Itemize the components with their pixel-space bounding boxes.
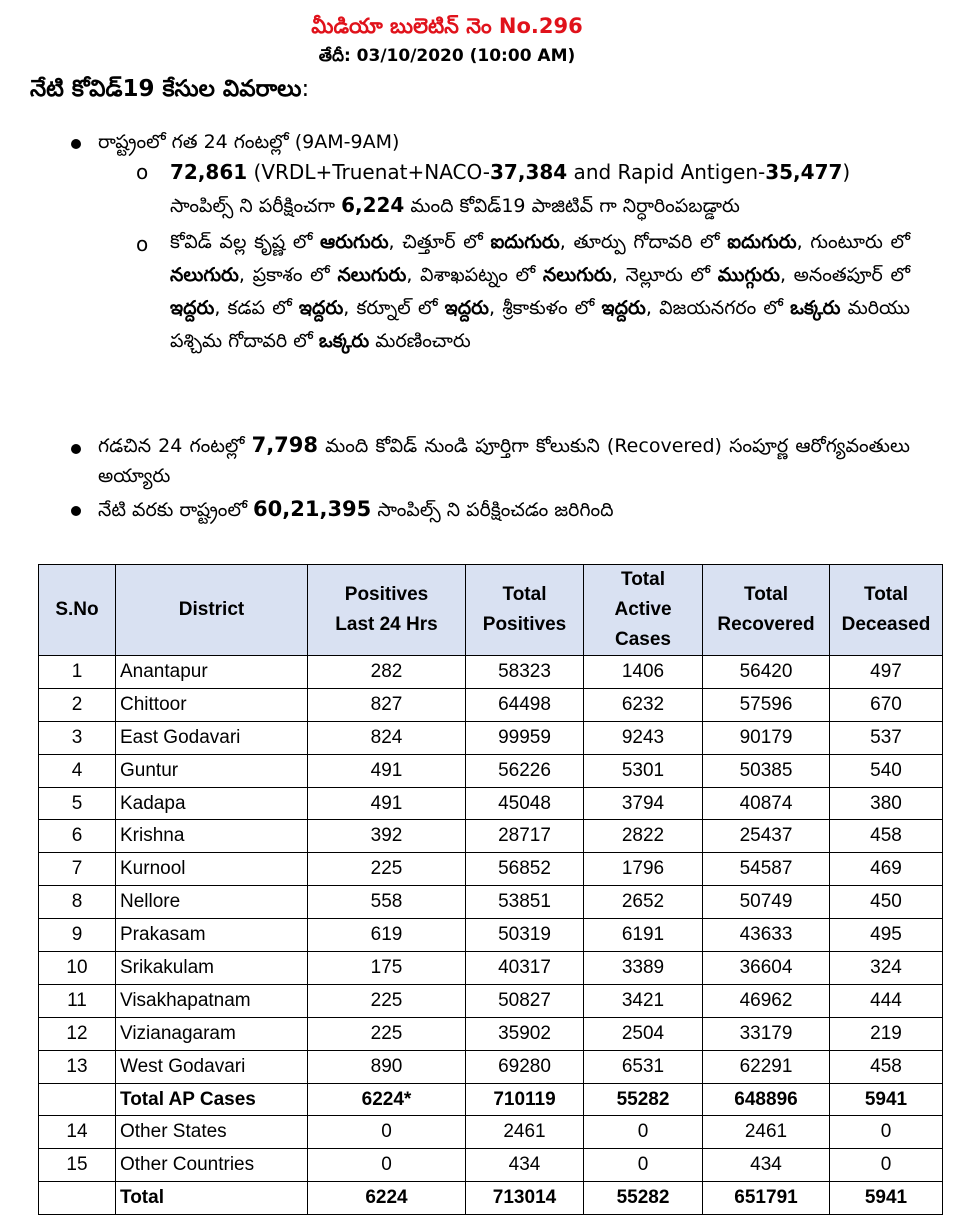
cell-district: Visakhapatnam	[116, 984, 308, 1017]
table-body	[39, 656, 943, 1215]
cell-total-deceased: 324	[830, 952, 943, 985]
cell-positives-24h: 225	[308, 853, 466, 886]
cell-positives-24h: 392	[308, 820, 466, 853]
header-line: Positives	[482, 614, 567, 635]
deaths-count: నలుగురు	[542, 264, 612, 286]
cell-sno: 8	[39, 886, 116, 919]
cell-total-positives: 99959	[466, 721, 584, 754]
header-district: District	[116, 565, 308, 656]
cell-district: Guntur	[116, 754, 308, 787]
cell-positives-24h: 225	[308, 1017, 466, 1050]
cell-sno: 11	[39, 984, 116, 1017]
positives-value: 6,224	[341, 193, 405, 217]
cell-district: Total AP Cases	[116, 1083, 308, 1116]
deaths-count: నలుగురు	[337, 264, 407, 286]
cell-active-cases: 6191	[584, 919, 703, 952]
header-positives-24h	[308, 565, 466, 656]
cell-total-positives: 58323	[466, 656, 584, 689]
header-line: Last 24 Hrs	[335, 614, 438, 635]
deaths-text: కోవిడ్ వల్ల కృష్ణ లో	[170, 231, 321, 253]
cell-total-positives: 710119	[466, 1083, 584, 1116]
cell-positives-24h: 491	[308, 787, 466, 820]
table-row	[39, 656, 943, 689]
cell-sno: 12	[39, 1017, 116, 1050]
bullet-dot	[71, 506, 81, 516]
cell-total-deceased: 0	[830, 1149, 943, 1182]
cell-total-deceased: 540	[830, 754, 943, 787]
cell-active-cases: 6531	[584, 1050, 703, 1083]
cell-total-deceased: 670	[830, 688, 943, 721]
cell-total-deceased: 469	[830, 853, 943, 886]
cell-sno: 6	[39, 820, 116, 853]
cell-sno: 15	[39, 1149, 116, 1182]
bullet-dot	[71, 139, 81, 149]
samples-value: 60,21,395	[253, 497, 372, 521]
cell-total-recovered: 43633	[703, 919, 830, 952]
table-row	[39, 984, 943, 1017]
header-sno: S.No	[39, 565, 116, 656]
cell-active-cases: 55282	[584, 1083, 703, 1116]
cell-total-deceased: 5941	[830, 1182, 943, 1215]
cell-total-deceased: 380	[830, 787, 943, 820]
cell-active-cases: 1406	[584, 656, 703, 689]
recovered-value: 7,798	[251, 433, 319, 457]
cell-total-positives: 50319	[466, 919, 584, 952]
table-row	[39, 1149, 943, 1182]
cell-active-cases: 3794	[584, 787, 703, 820]
cell-total-recovered: 57596	[703, 688, 830, 721]
header-line: Positives	[344, 584, 429, 605]
cell-active-cases: 0	[584, 1116, 703, 1149]
cell-positives-24h: 491	[308, 754, 466, 787]
deaths-text: , తూర్పు గోదావరి లో	[559, 231, 728, 253]
deaths-text: మరణించారు	[369, 330, 471, 352]
cell-district: Kurnool	[116, 853, 308, 886]
deaths-text: , ప్రకాశం లో	[238, 264, 338, 286]
table-row	[39, 1116, 943, 1149]
samples-text: నేటి వరకు రాష్ట్రంలో	[98, 499, 254, 521]
deaths-count: ఐదుగురు	[727, 231, 797, 253]
cell-total-positives: 40317	[466, 952, 584, 985]
cell-total-positives: 35902	[466, 1017, 584, 1050]
recovered-text: గడచిన 24 గంటల్లో	[98, 435, 252, 457]
header-line: Total	[864, 584, 908, 605]
table-row	[39, 853, 943, 886]
cell-district: East Godavari	[116, 721, 308, 754]
deaths-count: ముగ్గురు	[717, 264, 780, 286]
cell-total-recovered: 25437	[703, 820, 830, 853]
table-row	[39, 1083, 943, 1116]
bullet-dot	[71, 444, 81, 454]
cell-positives-24h: 6224	[308, 1182, 466, 1215]
cell-total-recovered: 54587	[703, 853, 830, 886]
cell-total-deceased: 537	[830, 721, 943, 754]
cell-total-positives: 45048	[466, 787, 584, 820]
circle-bullet-icon: o	[136, 160, 149, 184]
cell-active-cases: 6232	[584, 688, 703, 721]
cell-total-deceased: 5941	[830, 1083, 943, 1116]
cell-sno: 14	[39, 1116, 116, 1149]
cell-total-deceased: 495	[830, 919, 943, 952]
cell-district: Other Countries	[116, 1149, 308, 1182]
rapid-value: 35,477	[765, 160, 843, 184]
cell-total-positives: 28717	[466, 820, 584, 853]
cell-total-recovered: 33179	[703, 1017, 830, 1050]
circle-bullet-icon: o	[136, 232, 149, 256]
cell-total-positives: 50827	[466, 984, 584, 1017]
cell-total-positives: 53851	[466, 886, 584, 919]
deaths-count: ఇద్దరు	[601, 297, 646, 319]
cell-total-deceased: 444	[830, 984, 943, 1017]
cell-positives-24h: 175	[308, 952, 466, 985]
cell-active-cases: 2652	[584, 886, 703, 919]
district-cases-table	[38, 564, 943, 1215]
cell-total-recovered: 50749	[703, 886, 830, 919]
cell-positives-24h: 619	[308, 919, 466, 952]
cell-total-recovered: 434	[703, 1149, 830, 1182]
table-row	[39, 886, 943, 919]
table-row	[39, 1017, 943, 1050]
cell-positives-24h: 0	[308, 1116, 466, 1149]
deaths-text: మరియు పశ్చిమ గోదావరి లో	[170, 297, 911, 352]
deaths-count: నలుగురు	[170, 264, 239, 286]
cell-total-recovered: 90179	[703, 721, 830, 754]
cell-positives-24h: 0	[308, 1149, 466, 1182]
deaths-count: ఒక్కరు	[790, 297, 841, 319]
cell-total-deceased: 0	[830, 1116, 943, 1149]
deaths-count: ఒక్కరు	[318, 330, 370, 352]
cell-district: Srikakulam	[116, 952, 308, 985]
cell-active-cases: 2504	[584, 1017, 703, 1050]
total-samples-value: 72,861	[170, 160, 248, 184]
cell-district: Prakasam	[116, 919, 308, 952]
cell-total-positives: 56852	[466, 853, 584, 886]
cell-sno: 3	[39, 721, 116, 754]
cell-sno: 13	[39, 1050, 116, 1083]
deaths-count: ఐదుగురు	[490, 231, 560, 253]
cell-total-recovered: 46962	[703, 984, 830, 1017]
table-row	[39, 952, 943, 985]
cell-total-recovered: 40874	[703, 787, 830, 820]
header-total-deceased	[830, 565, 943, 656]
table-row	[39, 919, 943, 952]
cell-active-cases: 0	[584, 1149, 703, 1182]
cell-active-cases: 3389	[584, 952, 703, 985]
heading-colon: :	[301, 76, 310, 102]
cell-active-cases: 3421	[584, 984, 703, 1017]
cell-positives-24h: 558	[308, 886, 466, 919]
deaths-text: , కడప లో	[214, 297, 299, 319]
table-row	[39, 754, 943, 787]
cell-total-positives: 713014	[466, 1182, 584, 1215]
cell-district: West Godavari	[116, 1050, 308, 1083]
cell-district: Chittoor	[116, 688, 308, 721]
deaths-text: , కర్నూల్ లో	[343, 297, 445, 319]
cell-positives-24h: 6224*	[308, 1083, 466, 1116]
cell-sno: 9	[39, 919, 116, 952]
vrdl-label: (VRDL+Truenat+NACO-	[253, 160, 491, 184]
cell-total-deceased: 458	[830, 820, 943, 853]
recovered-text: మంది కోవిడ్ నుండి పూర్తిగా కోలుకుని (Recovered) సంపూర్ణ ఆరోగ్యవంతులు అయ్యారు	[98, 435, 910, 487]
cell-total-deceased: 458	[830, 1050, 943, 1083]
cell-sno	[39, 1182, 116, 1215]
heading-text: నేటి కోవిడ్19 కేసుల వివరాలు	[30, 76, 302, 102]
close-paren: )	[842, 160, 851, 184]
header-line: Total	[621, 569, 665, 590]
cell-sno	[39, 1083, 116, 1116]
deaths-text: , గుంటూరు లో	[796, 231, 911, 253]
cell-total-deceased: 497	[830, 656, 943, 689]
cell-positives-24h: 827	[308, 688, 466, 721]
table-row	[39, 787, 943, 820]
date-value: : 03/10/2020 (10:00 AM)	[343, 46, 576, 66]
samples-line2-a: సాంపిల్స్ ని పరీక్షించగా	[170, 195, 342, 217]
deaths-text: , చిత్తూర్ లో	[388, 231, 491, 253]
deaths-text: , అనంతపూర్ లో	[779, 264, 910, 286]
cell-positives-24h: 282	[308, 656, 466, 689]
bullet-24hr-tests: రాష్ట్రంలో గత 24 గంటల్లో (9AM-9AM)	[98, 131, 400, 153]
header-line: Deceased	[841, 614, 931, 635]
table-header-row	[39, 565, 943, 656]
cell-total-recovered: 36604	[703, 952, 830, 985]
deaths-text: , విజయనగరం లో	[645, 297, 791, 319]
deaths-count: ఇద్దరు	[298, 297, 344, 319]
table-row	[39, 1050, 943, 1083]
table-row	[39, 721, 943, 754]
cell-positives-24h: 890	[308, 1050, 466, 1083]
cell-district: Nellore	[116, 886, 308, 919]
cell-total-positives: 2461	[466, 1116, 584, 1149]
cell-total-recovered: 651791	[703, 1182, 830, 1215]
cell-positives-24h: 824	[308, 721, 466, 754]
cell-district: Kadapa	[116, 787, 308, 820]
cell-active-cases: 9243	[584, 721, 703, 754]
cell-district: Krishna	[116, 820, 308, 853]
cell-total-positives: 64498	[466, 688, 584, 721]
deaths-count: ఇద్దరు	[444, 297, 490, 319]
cell-total-positives: 56226	[466, 754, 584, 787]
cell-district: Vizianagaram	[116, 1017, 308, 1050]
cell-district: Other States	[116, 1116, 308, 1149]
cell-total-positives: 69280	[466, 1050, 584, 1083]
cell-active-cases: 2822	[584, 820, 703, 853]
rapid-label: and Rapid Antigen-	[567, 160, 766, 184]
samples-text: సాంపిల్స్ ని పరీక్షించడం జరిగింది	[371, 499, 614, 521]
bullet-total-samples	[98, 494, 614, 525]
section-heading	[30, 76, 309, 108]
cell-sno: 1	[39, 656, 116, 689]
deaths-text: , నెల్లూరు లో	[611, 264, 718, 286]
deaths-text: , శ్రీకాకుళం లో	[489, 297, 602, 319]
cell-total-deceased: 450	[830, 886, 943, 919]
header-line: Active Cases	[614, 599, 672, 650]
cell-total-deceased: 219	[830, 1017, 943, 1050]
cell-total-recovered: 2461	[703, 1116, 830, 1149]
bullet-recovered	[98, 430, 910, 491]
cell-total-recovered: 50385	[703, 754, 830, 787]
header-total-positives	[466, 565, 584, 656]
header-line: Total	[744, 584, 788, 605]
cell-active-cases: 55282	[584, 1182, 703, 1215]
header-total-recovered	[703, 565, 830, 656]
sub-bullet-samples	[170, 156, 920, 223]
cell-sno: 10	[39, 952, 116, 985]
cell-total-recovered: 648896	[703, 1083, 830, 1116]
cell-sno: 7	[39, 853, 116, 886]
cell-district: Anantapur	[116, 656, 308, 689]
cell-positives-24h: 225	[308, 984, 466, 1017]
bulletin-title: మీడియా బులెటిన్ నెం No.296	[311, 14, 583, 38]
cell-active-cases: 5301	[584, 754, 703, 787]
table-row	[39, 1182, 943, 1215]
deaths-text: , విశాఖపట్నం లో	[406, 264, 543, 286]
vrdl-value: 37,384	[490, 160, 568, 184]
cell-total-positives: 434	[466, 1149, 584, 1182]
header-active-cases	[584, 565, 703, 656]
sub-bullet-deaths	[170, 226, 910, 358]
cell-total-recovered: 62291	[703, 1050, 830, 1083]
date-label: తేదీ	[318, 46, 344, 66]
table-row	[39, 820, 943, 853]
deaths-count: ఇద్దరు	[170, 297, 215, 319]
header-line: Total	[502, 584, 547, 605]
bulletin-date	[0, 46, 894, 70]
cell-sno: 5	[39, 787, 116, 820]
table-row	[39, 688, 943, 721]
cell-sno: 2	[39, 688, 116, 721]
deaths-count: ఆరుగురు	[320, 231, 389, 253]
header-line: Recovered	[717, 614, 815, 635]
cell-sno: 4	[39, 754, 116, 787]
cell-active-cases: 1796	[584, 853, 703, 886]
cell-total-recovered: 56420	[703, 656, 830, 689]
cell-district: Total	[116, 1182, 308, 1215]
samples-line2-b: మంది కోవిడ్19 పాజిటివ్ గా నిర్ధారింపబడ్డారు	[404, 195, 740, 217]
